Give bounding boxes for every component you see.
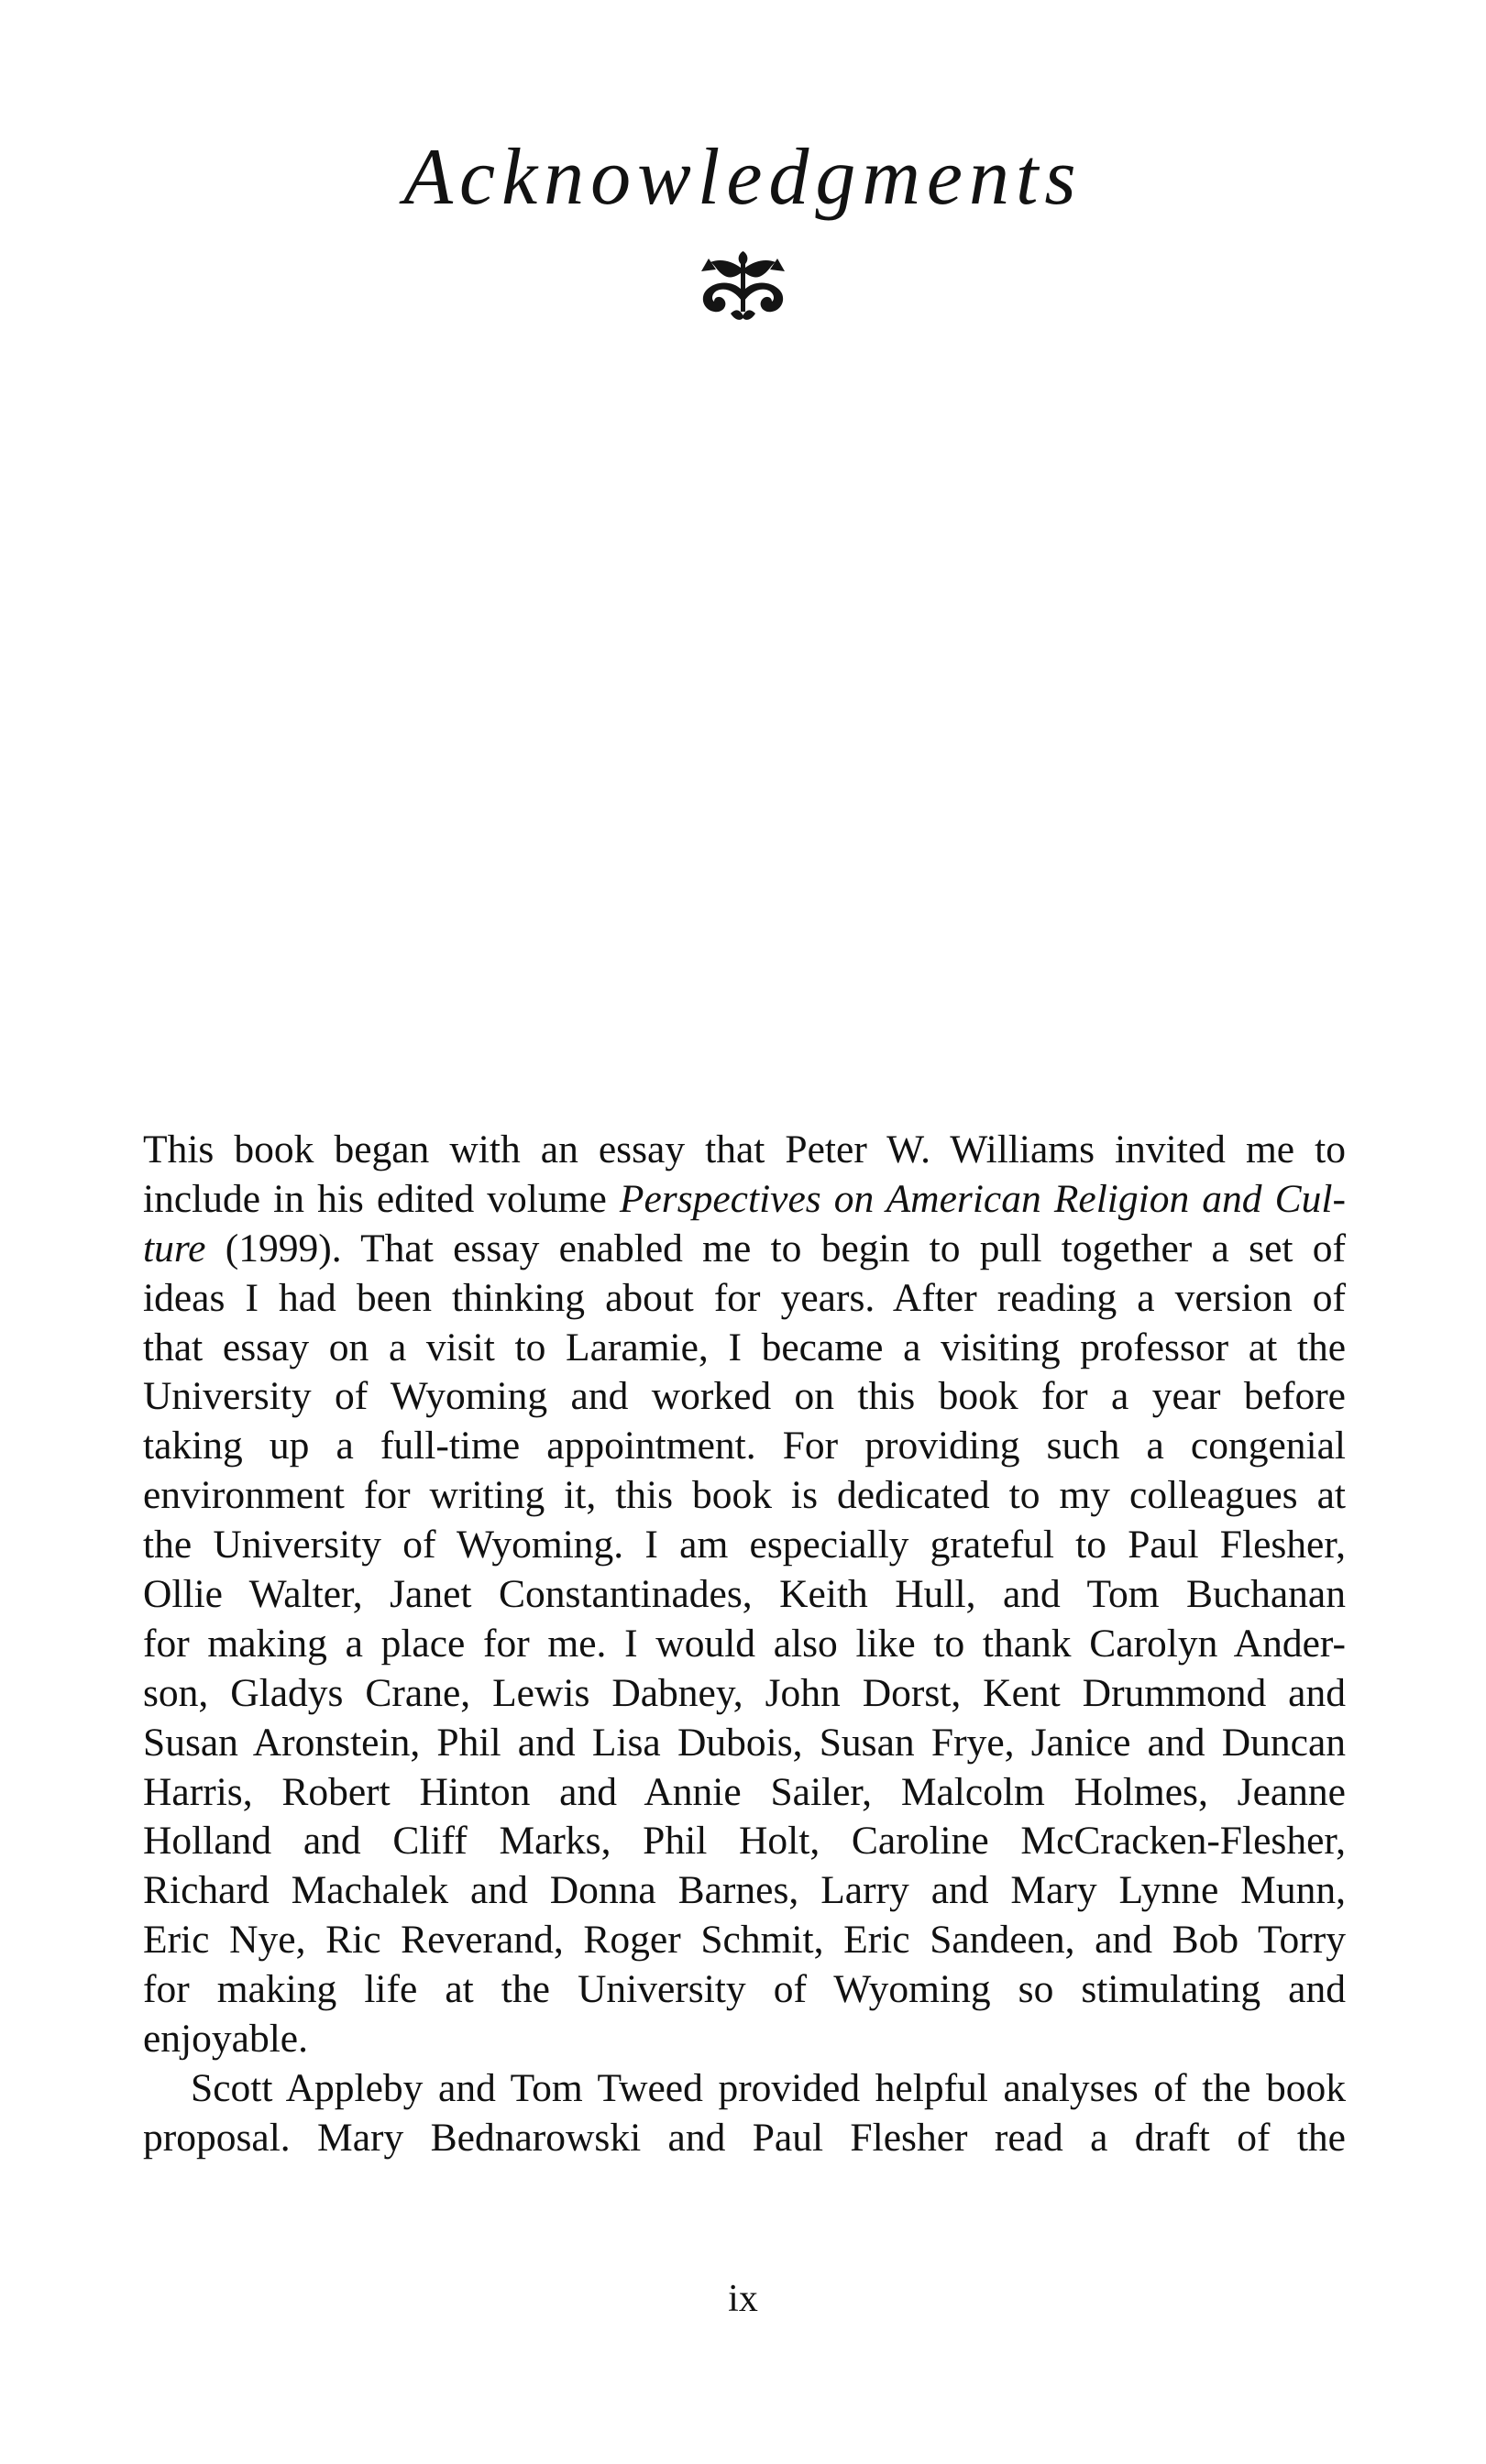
text-segment: the University of Wyoming. I am especially grateful to Paul Flesher,	[143, 1523, 1346, 1568]
text-segment: Holland and Cliff Marks, Phil Holt, Caroline McCracken-Flesher,	[143, 1819, 1346, 1864]
text-line	[143, 2064, 1346, 2114]
text-segment: University of Wyoming and worked on this book for a year before	[143, 1374, 1346, 1419]
text-segment: proposal. Mary Bednarowski and Paul Flesher read a draft of the	[143, 2115, 1346, 2160]
text-line	[143, 1768, 1346, 1818]
text-segment: that essay on a visit to Laramie, I became a visiting professor at the	[143, 1325, 1346, 1370]
text-line	[143, 1719, 1346, 1768]
italic-book-title: ture	[143, 1226, 206, 1270]
text-segment: for making life at the University of Wyoming so stimulating and	[143, 1967, 1346, 2012]
page-number: ix	[728, 2278, 758, 2320]
text-line	[143, 1570, 1346, 1620]
text-line	[143, 1669, 1346, 1719]
text-segment: taking up a full-time appointment. For providing such a congenial	[143, 1424, 1346, 1468]
text-segment: Ollie Walter, Janet Constantinades, Keith Hull, and Tom Buchanan	[143, 1572, 1346, 1617]
fleuron-ornament-icon	[696, 249, 790, 323]
chapter-title: Acknowledgments	[403, 133, 1083, 222]
text-segment: Eric Nye, Ric Reverand, Roger Schmit, Eric Sandeen, and Bob Torry	[143, 1918, 1346, 1963]
text-segment: son, Gladys Crane, Lewis Dabney, John Dorst, Kent Drummond and	[143, 1670, 1346, 1715]
text-segment: Richard Machalek and Donna Barnes, Larry and Mary Lynne Munn,	[143, 1868, 1346, 1913]
text-line	[143, 1175, 1346, 1225]
text-line	[143, 1916, 1346, 1965]
paragraph	[143, 2064, 1346, 2163]
text-line	[143, 1965, 1346, 2015]
italic-book-title: Perspectives on American Religion and Cul-	[619, 1176, 1346, 1221]
text-segment: enjoyable.	[143, 2017, 308, 2062]
text-segment: (1999). That essay enabled me to begin to pull together a set of	[205, 1226, 1346, 1270]
text-segment: for making a place for me. I would also like to thank Carolyn Ander-	[143, 1621, 1346, 1666]
text-segment: Susan Aronstein, Phil and Lisa Dubois, Susan Frye, Janice and Duncan	[143, 1720, 1346, 1765]
text-line	[143, 1620, 1346, 1669]
text-segment: environment for writing it, this book is dedicated to my colleagues at	[143, 1473, 1346, 1518]
text-line	[143, 2114, 1346, 2163]
text-line	[143, 1225, 1346, 1274]
text-line	[143, 1422, 1346, 1471]
text-line	[143, 1324, 1346, 1373]
text-line	[143, 1471, 1346, 1521]
text-segment: This book began with an essay that Peter W. Williams invited me to	[143, 1128, 1346, 1172]
text-line	[143, 1274, 1346, 1324]
text-line	[143, 1521, 1346, 1570]
text-segment: ideas I had been thinking about for years. After reading a version of	[143, 1275, 1346, 1320]
text-segment: Scott Appleby and Tom Tweed provided helpful analyses of the book	[191, 2065, 1346, 2110]
acknowledgments-body	[143, 1126, 1346, 2163]
text-segment: Harris, Robert Hinton and Annie Sailer, Malcolm Holmes, Jeanne	[143, 1769, 1346, 1814]
text-line	[143, 2015, 1346, 2064]
text-segment: include in his edited volume	[143, 1176, 620, 1221]
text-line	[143, 1866, 1346, 1916]
text-line	[143, 1126, 1346, 1175]
paragraph	[143, 1126, 1346, 2064]
text-line	[143, 1372, 1346, 1422]
text-line	[143, 1817, 1346, 1866]
